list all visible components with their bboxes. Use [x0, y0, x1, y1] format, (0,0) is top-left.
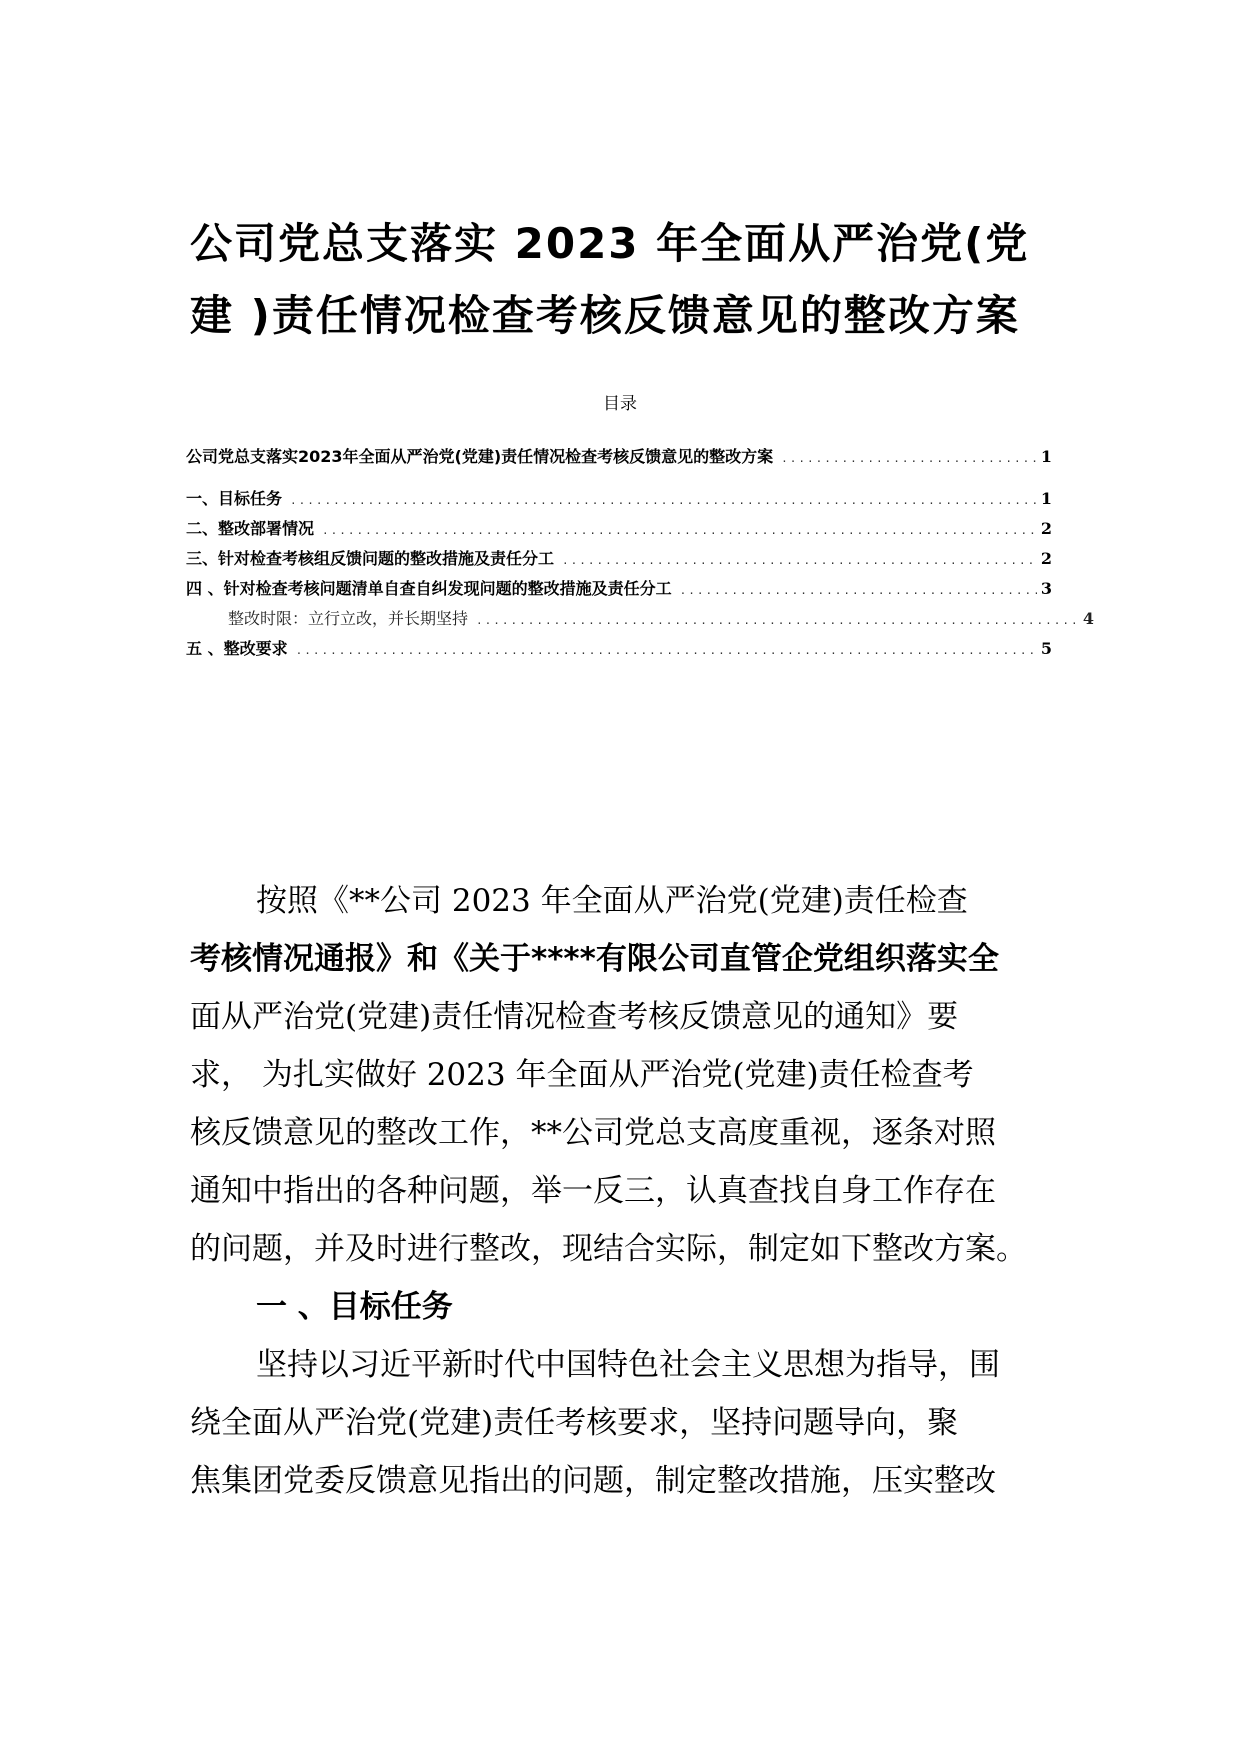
toc-leader-dots [290, 486, 1037, 516]
toc-entry-subsection[interactable] [186, 604, 1094, 634]
toc-entry-text: 四 、针对检查考核问题清单自查自纠发现问题的整改措施及责任分工 [186, 579, 672, 598]
toc-leader-dots [296, 636, 1037, 666]
toc-page-number: 1 [1040, 447, 1052, 466]
table-of-contents [186, 442, 1094, 664]
toc-leader-dots [680, 576, 1037, 606]
section-heading: 一 、目标任务 [256, 1289, 453, 1325]
toc-heading: 目录 [603, 394, 637, 414]
toc-entry-text: 公司党总支落实2023年全面从严治党(党建)责任情况检查考核反馈意见的整改方案 [186, 447, 774, 466]
toc-leader-dots [476, 606, 1079, 636]
toc-page-number: 4 [1082, 609, 1094, 628]
toc-entry-section-2[interactable] [186, 514, 1052, 544]
toc-leader-dots [322, 516, 1037, 546]
toc-entry-section-4[interactable] [186, 574, 1052, 604]
toc-page-number: 2 [1040, 519, 1052, 538]
body-paragraph-line: 的问题，并及时进行整改，现结合实际，制定如下整改方案。 [190, 1231, 1027, 1267]
toc-entry-text: 整改时限：立行立改，并长期坚持 [228, 609, 469, 628]
body-paragraph-line: 按照《**公司 2023 年全面从严治党(党建)责任检查 [256, 883, 968, 919]
toc-entry-text: 二、整改部署情况 [186, 519, 315, 538]
document-title [190, 208, 1050, 352]
toc-leader-dots [781, 444, 1037, 474]
title-line-1: 公司党总支落实 2023 年全面从严治党(党 [190, 219, 1030, 268]
toc-entry-title[interactable] [186, 442, 1052, 484]
body-paragraph-line: 通知中指出的各种问题，举一反三，认真查找自身工作存在 [190, 1173, 996, 1209]
toc-entry-text: 五 、整改要求 [186, 639, 288, 658]
document-body [190, 872, 1052, 1510]
body-paragraph-line: 坚持以习近平新时代中国特色社会主义思想为指导，围 [256, 1347, 1000, 1383]
toc-entry-section-3[interactable] [186, 544, 1052, 574]
toc-entry-section-1[interactable] [186, 484, 1052, 514]
toc-page-number: 3 [1040, 579, 1052, 598]
toc-page-number: 2 [1040, 549, 1052, 568]
toc-page-number: 1 [1040, 489, 1052, 508]
body-paragraph-line: 求， 为扎实做好 2023 年全面从严治党(党建)责任检查考 [190, 1057, 974, 1093]
toc-entry-text: 三、针对检查考核组反馈问题的整改措施及责任分工 [186, 549, 555, 568]
body-paragraph-line: 绕全面从严治党(党建)责任考核要求，坚持问题导向，聚 [190, 1405, 959, 1441]
body-paragraph-line: 面从严治党(党建)责任情况检查考核反馈意见的通知》要 [190, 999, 959, 1035]
toc-page-number: 5 [1040, 639, 1052, 658]
body-paragraph-line: 核反馈意见的整改工作，**公司党总支高度重视，逐条对照 [190, 1115, 996, 1151]
toc-leader-dots [562, 546, 1037, 576]
title-line-2: 建 )责任情况检查考核反馈意见的整改方案 [190, 291, 1020, 340]
body-paragraph-line: 焦集团党委反馈意见指出的问题，制定整改措施，压实整改 [190, 1463, 996, 1499]
toc-entry-section-5[interactable] [186, 634, 1052, 664]
toc-entry-text: 一、目标任务 [186, 489, 283, 508]
body-paragraph-line: 考核情况通报》和《关于****有限公司直管企党组织落实全 [190, 941, 999, 977]
